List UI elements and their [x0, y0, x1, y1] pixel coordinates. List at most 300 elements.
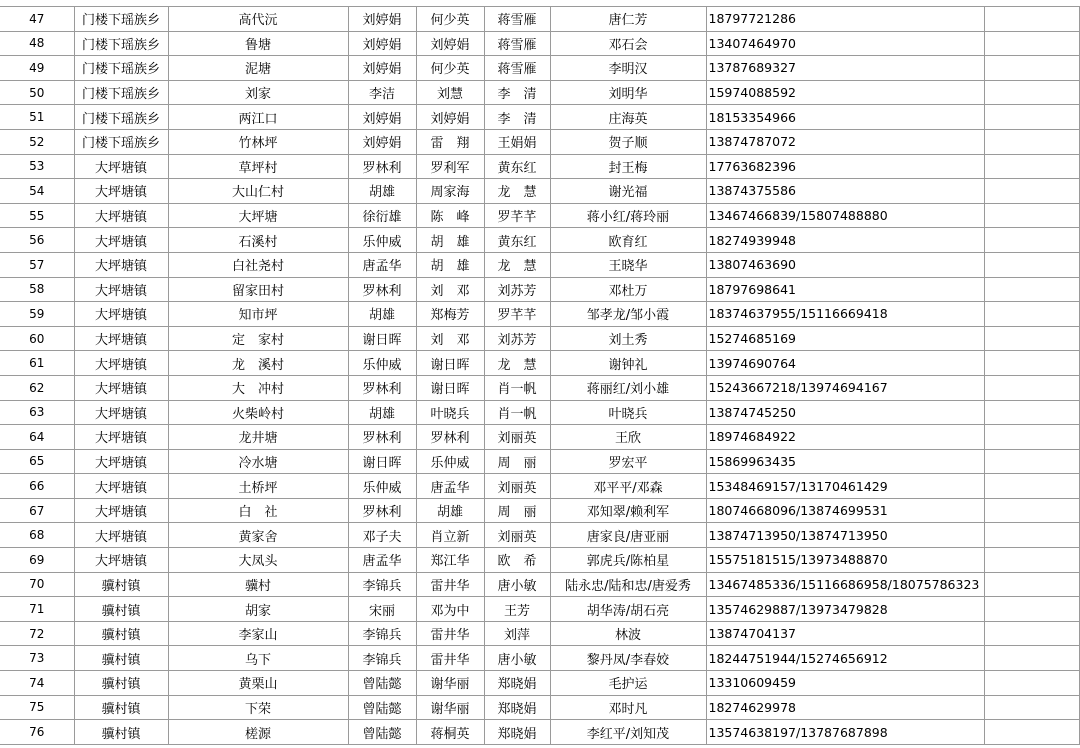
person-1-cell[interactable]: 刘婷娟 — [348, 105, 416, 130]
village-cell[interactable]: 竹林坪 — [168, 129, 348, 154]
person-3-cell[interactable]: 黄东红 — [484, 154, 550, 179]
contact-name-cell[interactable]: 唐仁芳 — [550, 7, 706, 32]
township-cell[interactable]: 骥村镇 — [74, 695, 168, 720]
township-cell[interactable]: 大坪塘镇 — [74, 474, 168, 499]
empty-cell[interactable] — [984, 277, 1079, 302]
table-row — [0, 548, 1079, 573]
row-number-cell[interactable]: 62 — [0, 375, 74, 400]
phone-cell[interactable]: 15274685169 — [706, 326, 984, 351]
empty-cell[interactable] — [984, 203, 1079, 228]
person-2-cell[interactable]: 郑江华 — [416, 548, 484, 573]
village-cell[interactable]: 刘家 — [168, 80, 348, 105]
village-assignment-table — [0, 6, 1080, 745]
township-cell[interactable]: 大坪塘镇 — [74, 351, 168, 376]
empty-cell[interactable] — [984, 474, 1079, 499]
phone-cell[interactable]: 15348469157/13170461429 — [706, 474, 984, 499]
township-cell[interactable]: 大坪塘镇 — [74, 400, 168, 425]
person-1-cell[interactable]: 谢日晖 — [348, 449, 416, 474]
row-number-cell[interactable]: 64 — [0, 425, 74, 450]
person-1-cell[interactable]: 罗林利 — [348, 425, 416, 450]
village-cell[interactable]: 大 冲村 — [168, 375, 348, 400]
row-number-cell[interactable]: 49 — [0, 56, 74, 81]
person-1-cell[interactable]: 罗林利 — [348, 154, 416, 179]
person-3-cell[interactable]: 郑晓娟 — [484, 720, 550, 745]
phone-cell[interactable]: 15575181515/13973488870 — [706, 548, 984, 573]
village-cell[interactable]: 龙井塘 — [168, 425, 348, 450]
township-cell[interactable]: 门楼下瑶族乡 — [74, 56, 168, 81]
contact-name-cell[interactable]: 王欣 — [550, 425, 706, 450]
person-2-cell[interactable]: 何少英 — [416, 7, 484, 32]
row-number-cell[interactable]: 75 — [0, 695, 74, 720]
empty-cell[interactable] — [984, 449, 1079, 474]
person-2-cell[interactable]: 雷井华 — [416, 646, 484, 671]
table-row — [0, 621, 1079, 646]
phone-cell[interactable]: 18274629978 — [706, 695, 984, 720]
row-number-cell[interactable]: 50 — [0, 80, 74, 105]
contact-name-cell[interactable]: 李红平/刘知茂 — [550, 720, 706, 745]
person-3-cell[interactable]: 欧 希 — [484, 548, 550, 573]
township-cell[interactable]: 骥村镇 — [74, 572, 168, 597]
person-1-cell[interactable]: 乐仲威 — [348, 351, 416, 376]
contact-name-cell[interactable]: 邓时凡 — [550, 695, 706, 720]
empty-cell[interactable] — [984, 56, 1079, 81]
empty-cell[interactable] — [984, 695, 1079, 720]
person-2-cell[interactable]: 胡雄 — [416, 498, 484, 523]
village-cell[interactable]: 泥塘 — [168, 56, 348, 81]
phone-cell[interactable]: 13974690764 — [706, 351, 984, 376]
person-2-cell[interactable]: 刘慧 — [416, 80, 484, 105]
phone-cell[interactable]: 15974088592 — [706, 80, 984, 105]
person-3-cell[interactable]: 刘丽英 — [484, 425, 550, 450]
village-cell[interactable]: 两江口 — [168, 105, 348, 130]
empty-cell[interactable] — [984, 326, 1079, 351]
contact-name-cell[interactable]: 陆永忠/陆和忠/唐爱秀 — [550, 572, 706, 597]
village-cell[interactable]: 下荣 — [168, 695, 348, 720]
person-1-cell[interactable]: 李锦兵 — [348, 572, 416, 597]
table-row — [0, 597, 1079, 622]
row-number-cell[interactable]: 60 — [0, 326, 74, 351]
person-2-cell[interactable]: 刘婷娟 — [416, 31, 484, 56]
table-row — [0, 720, 1079, 745]
village-cell[interactable]: 李家山 — [168, 621, 348, 646]
empty-cell[interactable] — [984, 523, 1079, 548]
person-2-cell[interactable]: 罗利军 — [416, 154, 484, 179]
township-cell[interactable]: 大坪塘镇 — [74, 203, 168, 228]
person-3-cell[interactable]: 唐小敏 — [484, 646, 550, 671]
person-3-cell[interactable]: 李 清 — [484, 80, 550, 105]
person-1-cell[interactable]: 李锦兵 — [348, 646, 416, 671]
person-3-cell[interactable]: 刘萍 — [484, 621, 550, 646]
phone-cell[interactable]: 18374637955/15116669418 — [706, 302, 984, 327]
table-row — [0, 400, 1079, 425]
table-row — [0, 56, 1079, 81]
person-3-cell[interactable]: 王娟娟 — [484, 129, 550, 154]
contact-name-cell[interactable]: 王晓华 — [550, 252, 706, 277]
person-3-cell[interactable]: 蒋雪雁 — [484, 31, 550, 56]
phone-cell[interactable]: 18244751944/15274656912 — [706, 646, 984, 671]
contact-name-cell[interactable]: 唐家良/唐亚丽 — [550, 523, 706, 548]
table-row — [0, 523, 1079, 548]
township-cell[interactable]: 大坪塘镇 — [74, 154, 168, 179]
person-3-cell[interactable]: 刘丽英 — [484, 523, 550, 548]
person-2-cell[interactable]: 陈 峰 — [416, 203, 484, 228]
row-number-cell[interactable]: 73 — [0, 646, 74, 671]
village-cell[interactable]: 乌下 — [168, 646, 348, 671]
person-3-cell[interactable]: 蒋雪雁 — [484, 7, 550, 32]
person-1-cell[interactable]: 李锦兵 — [348, 621, 416, 646]
village-cell[interactable]: 黄栗山 — [168, 671, 348, 696]
contact-name-cell[interactable]: 贺子顺 — [550, 129, 706, 154]
contact-name-cell[interactable]: 谢钟礼 — [550, 351, 706, 376]
table-row — [0, 671, 1079, 696]
empty-cell[interactable] — [984, 105, 1079, 130]
empty-cell[interactable] — [984, 351, 1079, 376]
person-1-cell[interactable]: 罗林利 — [348, 498, 416, 523]
empty-cell[interactable] — [984, 7, 1079, 32]
empty-cell[interactable] — [984, 621, 1079, 646]
table-row — [0, 572, 1079, 597]
village-cell[interactable]: 白 社 — [168, 498, 348, 523]
person-2-cell[interactable]: 刘婷娟 — [416, 105, 484, 130]
row-number-cell[interactable]: 61 — [0, 351, 74, 376]
village-cell[interactable]: 白社尧村 — [168, 252, 348, 277]
row-number-cell[interactable]: 76 — [0, 720, 74, 745]
village-cell[interactable]: 留家田村 — [168, 277, 348, 302]
person-1-cell[interactable]: 胡雄 — [348, 302, 416, 327]
person-3-cell[interactable]: 蒋雪雁 — [484, 56, 550, 81]
township-cell[interactable]: 大坪塘镇 — [74, 498, 168, 523]
row-number-cell[interactable]: 74 — [0, 671, 74, 696]
empty-cell[interactable] — [984, 154, 1079, 179]
person-1-cell[interactable]: 曾陆懿 — [348, 695, 416, 720]
empty-cell[interactable] — [984, 425, 1079, 450]
village-cell[interactable]: 大凤头 — [168, 548, 348, 573]
contact-name-cell[interactable]: 毛护运 — [550, 671, 706, 696]
person-1-cell[interactable]: 宋丽 — [348, 597, 416, 622]
village-cell[interactable]: 知市坪 — [168, 302, 348, 327]
phone-cell[interactable]: 13874704137 — [706, 621, 984, 646]
village-cell[interactable]: 火柴岭村 — [168, 400, 348, 425]
person-1-cell[interactable]: 胡雄 — [348, 400, 416, 425]
township-cell[interactable]: 门楼下瑶族乡 — [74, 105, 168, 130]
person-3-cell[interactable]: 刘丽英 — [484, 474, 550, 499]
village-cell[interactable]: 草坪村 — [168, 154, 348, 179]
empty-cell[interactable] — [984, 252, 1079, 277]
person-1-cell[interactable]: 刘婷娟 — [348, 31, 416, 56]
contact-name-cell[interactable]: 刘明华 — [550, 80, 706, 105]
contact-name-cell[interactable]: 邹孝龙/邹小霞 — [550, 302, 706, 327]
phone-cell[interactable]: 18153354966 — [706, 105, 984, 130]
township-cell[interactable]: 门楼下瑶族乡 — [74, 129, 168, 154]
contact-name-cell[interactable]: 邓石会 — [550, 31, 706, 56]
table-row — [0, 326, 1079, 351]
person-1-cell[interactable]: 刘婷娟 — [348, 129, 416, 154]
village-cell[interactable]: 冷水塘 — [168, 449, 348, 474]
phone-cell[interactable]: 18797721286 — [706, 7, 984, 32]
person-1-cell[interactable]: 曾陆懿 — [348, 671, 416, 696]
row-number-cell[interactable]: 52 — [0, 129, 74, 154]
empty-cell[interactable] — [984, 375, 1079, 400]
contact-name-cell[interactable]: 蒋丽红/刘小雄 — [550, 375, 706, 400]
township-cell[interactable]: 骥村镇 — [74, 646, 168, 671]
person-2-cell[interactable]: 雷 翔 — [416, 129, 484, 154]
person-1-cell[interactable]: 邓子夫 — [348, 523, 416, 548]
row-number-cell[interactable]: 55 — [0, 203, 74, 228]
township-cell[interactable]: 门楼下瑶族乡 — [74, 80, 168, 105]
person-2-cell[interactable]: 胡 雄 — [416, 228, 484, 253]
person-2-cell[interactable]: 刘 邓 — [416, 326, 484, 351]
row-number-cell[interactable]: 67 — [0, 498, 74, 523]
township-cell[interactable]: 大坪塘镇 — [74, 548, 168, 573]
person-2-cell[interactable]: 何少英 — [416, 56, 484, 81]
row-number-cell[interactable]: 69 — [0, 548, 74, 573]
empty-cell[interactable] — [984, 31, 1079, 56]
phone-cell[interactable]: 18074668096/13874699531 — [706, 498, 984, 523]
row-number-cell[interactable]: 56 — [0, 228, 74, 253]
person-2-cell[interactable]: 蒋桐英 — [416, 720, 484, 745]
phone-cell[interactable]: 15869963435 — [706, 449, 984, 474]
row-number-cell[interactable]: 57 — [0, 252, 74, 277]
empty-cell[interactable] — [984, 179, 1079, 204]
row-number-cell[interactable]: 63 — [0, 400, 74, 425]
village-cell[interactable]: 定 家村 — [168, 326, 348, 351]
contact-name-cell[interactable]: 李明汉 — [550, 56, 706, 81]
phone-cell[interactable]: 18274939948 — [706, 228, 984, 253]
person-1-cell[interactable]: 李洁 — [348, 80, 416, 105]
table-row — [0, 646, 1079, 671]
empty-cell[interactable] — [984, 400, 1079, 425]
contact-name-cell[interactable]: 谢光福 — [550, 179, 706, 204]
person-2-cell[interactable]: 刘 邓 — [416, 277, 484, 302]
village-cell[interactable]: 骥村 — [168, 572, 348, 597]
empty-cell[interactable] — [984, 80, 1079, 105]
table-row — [0, 129, 1079, 154]
person-2-cell[interactable]: 谢华丽 — [416, 695, 484, 720]
township-cell[interactable]: 大坪塘镇 — [74, 375, 168, 400]
table-row — [0, 277, 1079, 302]
empty-cell[interactable] — [984, 597, 1079, 622]
township-cell[interactable]: 门楼下瑶族乡 — [74, 7, 168, 32]
table-row — [0, 105, 1079, 130]
township-cell[interactable]: 骥村镇 — [74, 671, 168, 696]
person-2-cell[interactable]: 肖立新 — [416, 523, 484, 548]
person-2-cell[interactable]: 雷井华 — [416, 621, 484, 646]
village-cell[interactable]: 胡家 — [168, 597, 348, 622]
village-cell[interactable]: 黄家舍 — [168, 523, 348, 548]
person-3-cell[interactable]: 郑晓娟 — [484, 695, 550, 720]
contact-name-cell[interactable]: 叶晓兵 — [550, 400, 706, 425]
contact-name-cell[interactable]: 庄海英 — [550, 105, 706, 130]
phone-cell[interactable]: 13787689327 — [706, 56, 984, 81]
table-row — [0, 695, 1079, 720]
person-1-cell[interactable]: 谢日晖 — [348, 326, 416, 351]
township-cell[interactable]: 骥村镇 — [74, 597, 168, 622]
person-1-cell[interactable]: 唐孟华 — [348, 548, 416, 573]
person-1-cell[interactable]: 胡雄 — [348, 179, 416, 204]
village-cell[interactable]: 鲁塘 — [168, 31, 348, 56]
person-3-cell[interactable]: 肖一帆 — [484, 400, 550, 425]
table-row — [0, 425, 1079, 450]
empty-cell[interactable] — [984, 646, 1079, 671]
row-number-cell[interactable]: 51 — [0, 105, 74, 130]
row-number-cell[interactable]: 47 — [0, 7, 74, 32]
phone-cell[interactable]: 13874375586 — [706, 179, 984, 204]
empty-cell[interactable] — [984, 129, 1079, 154]
person-2-cell[interactable]: 邓为中 — [416, 597, 484, 622]
row-number-cell[interactable]: 72 — [0, 621, 74, 646]
person-1-cell[interactable]: 乐仲威 — [348, 228, 416, 253]
row-number-cell[interactable]: 59 — [0, 302, 74, 327]
empty-cell[interactable] — [984, 572, 1079, 597]
phone-cell[interactable]: 13310609459 — [706, 671, 984, 696]
village-cell[interactable]: 大坪塘 — [168, 203, 348, 228]
contact-name-cell[interactable]: 邓平平/邓森 — [550, 474, 706, 499]
row-number-cell[interactable]: 66 — [0, 474, 74, 499]
person-3-cell[interactable]: 龙 慧 — [484, 351, 550, 376]
township-cell[interactable]: 大坪塘镇 — [74, 252, 168, 277]
phone-cell[interactable]: 13467466839/15807488880 — [706, 203, 984, 228]
person-2-cell[interactable]: 罗林利 — [416, 425, 484, 450]
phone-cell[interactable]: 13467485336/15116686958/18075786323 — [706, 572, 984, 597]
person-3-cell[interactable]: 唐小敏 — [484, 572, 550, 597]
contact-name-cell[interactable]: 蒋小红/蒋玲丽 — [550, 203, 706, 228]
village-cell[interactable]: 大山仁村 — [168, 179, 348, 204]
person-3-cell[interactable]: 黄东红 — [484, 228, 550, 253]
phone-cell[interactable]: 18974684922 — [706, 425, 984, 450]
person-2-cell[interactable]: 谢日晖 — [416, 375, 484, 400]
phone-cell[interactable]: 13874713950/13874713950 — [706, 523, 984, 548]
township-cell[interactable]: 大坪塘镇 — [74, 277, 168, 302]
empty-cell[interactable] — [984, 720, 1079, 745]
person-2-cell[interactable]: 谢华丽 — [416, 671, 484, 696]
table-row — [0, 7, 1079, 32]
township-cell[interactable]: 骥村镇 — [74, 621, 168, 646]
table-row — [0, 375, 1079, 400]
contact-name-cell[interactable]: 黎丹凤/李春姣 — [550, 646, 706, 671]
person-3-cell[interactable]: 周 丽 — [484, 449, 550, 474]
phone-cell[interactable]: 13874745250 — [706, 400, 984, 425]
township-cell[interactable]: 大坪塘镇 — [74, 228, 168, 253]
row-number-cell[interactable]: 58 — [0, 277, 74, 302]
township-cell[interactable]: 门楼下瑶族乡 — [74, 31, 168, 56]
person-3-cell[interactable]: 刘苏芳 — [484, 326, 550, 351]
person-3-cell[interactable]: 王芳 — [484, 597, 550, 622]
row-number-cell[interactable]: 53 — [0, 154, 74, 179]
person-3-cell[interactable]: 罗芊芊 — [484, 203, 550, 228]
contact-name-cell[interactable]: 郭虎兵/陈柏星 — [550, 548, 706, 573]
row-number-cell[interactable]: 48 — [0, 31, 74, 56]
row-number-cell[interactable]: 71 — [0, 597, 74, 622]
phone-cell[interactable]: 13807463690 — [706, 252, 984, 277]
empty-cell[interactable] — [984, 228, 1079, 253]
person-1-cell[interactable]: 唐孟华 — [348, 252, 416, 277]
table-row — [0, 228, 1079, 253]
township-cell[interactable]: 大坪塘镇 — [74, 523, 168, 548]
table-row — [0, 351, 1079, 376]
person-3-cell[interactable]: 肖一帆 — [484, 375, 550, 400]
village-cell[interactable]: 高代沅 — [168, 7, 348, 32]
table-row — [0, 31, 1079, 56]
village-cell[interactable]: 龙 溪村 — [168, 351, 348, 376]
empty-cell[interactable] — [984, 548, 1079, 573]
phone-cell[interactable]: 13574638197/13787687898 — [706, 720, 984, 745]
contact-name-cell[interactable]: 欧育红 — [550, 228, 706, 253]
person-3-cell[interactable]: 龙 慧 — [484, 179, 550, 204]
township-cell[interactable]: 骥村镇 — [74, 720, 168, 745]
contact-name-cell[interactable]: 罗宏平 — [550, 449, 706, 474]
contact-name-cell[interactable]: 邓杜万 — [550, 277, 706, 302]
person-1-cell[interactable]: 罗林利 — [348, 277, 416, 302]
row-number-cell[interactable]: 70 — [0, 572, 74, 597]
row-number-cell[interactable]: 54 — [0, 179, 74, 204]
person-3-cell[interactable]: 罗芊芊 — [484, 302, 550, 327]
phone-cell[interactable]: 13407464970 — [706, 31, 984, 56]
person-2-cell[interactable]: 雷井华 — [416, 572, 484, 597]
person-1-cell[interactable]: 刘婷娟 — [348, 56, 416, 81]
phone-cell[interactable]: 17763682396 — [706, 154, 984, 179]
township-cell[interactable]: 大坪塘镇 — [74, 302, 168, 327]
person-1-cell[interactable]: 乐仲威 — [348, 474, 416, 499]
person-2-cell[interactable]: 唐孟华 — [416, 474, 484, 499]
person-3-cell[interactable]: 李 清 — [484, 105, 550, 130]
person-3-cell[interactable]: 周 丽 — [484, 498, 550, 523]
table-row — [0, 179, 1079, 204]
person-3-cell[interactable]: 郑晓娟 — [484, 671, 550, 696]
table-row — [0, 203, 1079, 228]
person-2-cell[interactable]: 周家海 — [416, 179, 484, 204]
table-row — [0, 449, 1079, 474]
table-row — [0, 154, 1079, 179]
village-cell[interactable]: 土桥坪 — [168, 474, 348, 499]
person-2-cell[interactable]: 乐仲威 — [416, 449, 484, 474]
person-3-cell[interactable]: 刘苏芳 — [484, 277, 550, 302]
table-row — [0, 252, 1079, 277]
phone-cell[interactable]: 13574629887/13973479828 — [706, 597, 984, 622]
table-row — [0, 474, 1079, 499]
row-number-cell[interactable]: 68 — [0, 523, 74, 548]
empty-cell[interactable] — [984, 498, 1079, 523]
person-3-cell[interactable]: 龙 慧 — [484, 252, 550, 277]
phone-cell[interactable]: 18797698641 — [706, 277, 984, 302]
township-cell[interactable]: 大坪塘镇 — [74, 179, 168, 204]
contact-name-cell[interactable]: 邓知翠/赖利军 — [550, 498, 706, 523]
village-cell[interactable]: 石溪村 — [168, 228, 348, 253]
phone-cell[interactable]: 15243667218/13974694167 — [706, 375, 984, 400]
township-cell[interactable]: 大坪塘镇 — [74, 326, 168, 351]
person-2-cell[interactable]: 郑梅芳 — [416, 302, 484, 327]
person-1-cell[interactable]: 曾陆懿 — [348, 720, 416, 745]
person-2-cell[interactable]: 胡 雄 — [416, 252, 484, 277]
contact-name-cell[interactable]: 胡华涛/胡石亮 — [550, 597, 706, 622]
village-cell[interactable]: 槎源 — [168, 720, 348, 745]
phone-cell[interactable]: 13874787072 — [706, 129, 984, 154]
empty-cell[interactable] — [984, 302, 1079, 327]
township-cell[interactable]: 大坪塘镇 — [74, 425, 168, 450]
contact-name-cell[interactable]: 刘土秀 — [550, 326, 706, 351]
empty-cell[interactable] — [984, 671, 1079, 696]
person-1-cell[interactable]: 刘婷娟 — [348, 7, 416, 32]
person-1-cell[interactable]: 罗林利 — [348, 375, 416, 400]
township-cell[interactable]: 大坪塘镇 — [74, 449, 168, 474]
contact-name-cell[interactable]: 封王梅 — [550, 154, 706, 179]
person-2-cell[interactable]: 叶晓兵 — [416, 400, 484, 425]
person-2-cell[interactable]: 谢日晖 — [416, 351, 484, 376]
table-body — [0, 7, 1079, 745]
contact-name-cell[interactable]: 林波 — [550, 621, 706, 646]
table-row — [0, 302, 1079, 327]
row-number-cell[interactable]: 65 — [0, 449, 74, 474]
person-1-cell[interactable]: 徐衍雄 — [348, 203, 416, 228]
